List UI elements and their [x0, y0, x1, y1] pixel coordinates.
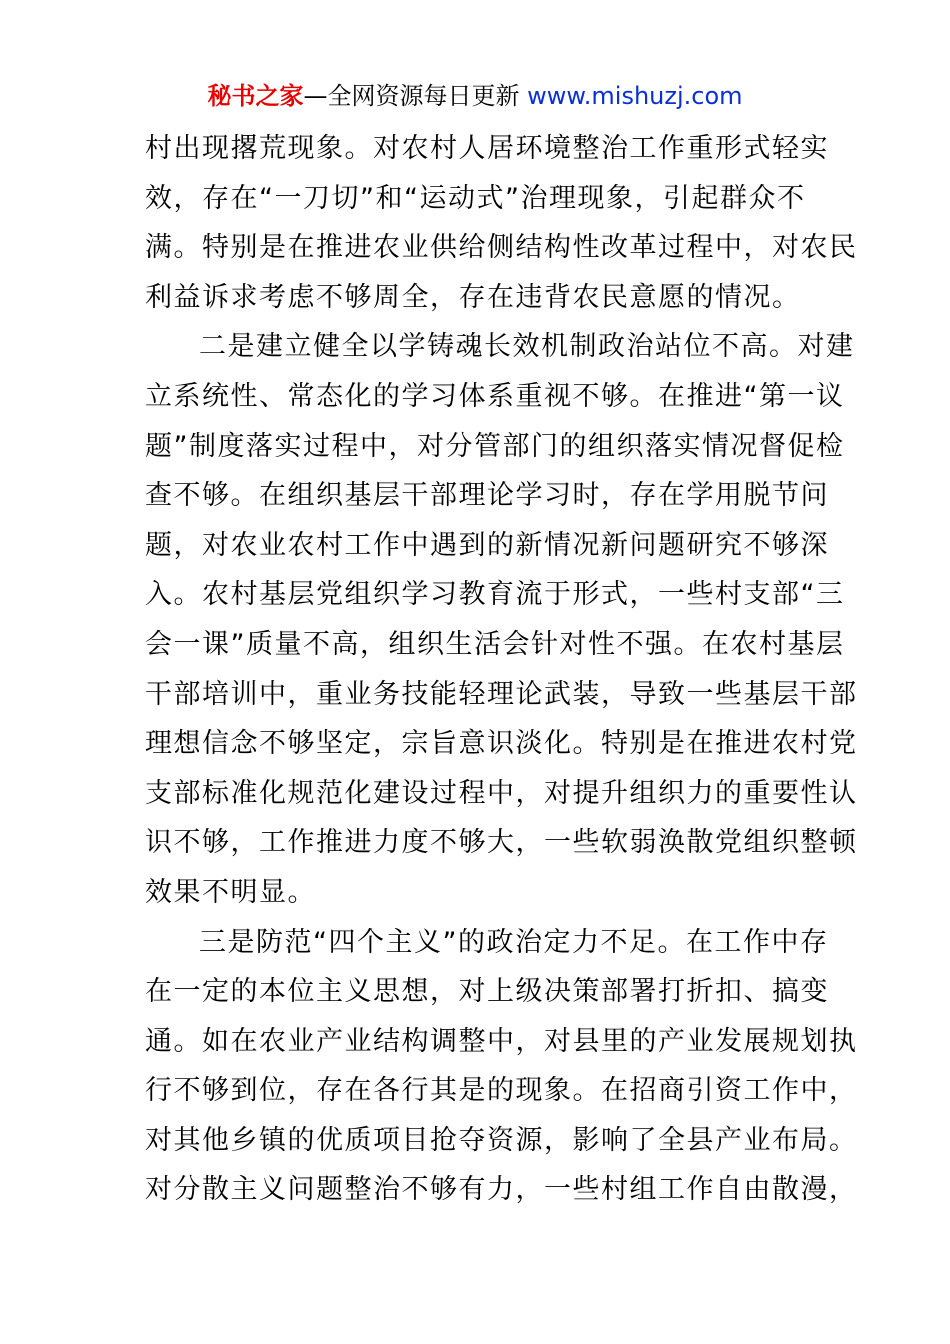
- text-line: 行不够到位，存在各行其是的现象。在招商引资工作中，: [145, 1075, 858, 1107]
- paragraph-start-line: 三是防范“四个主义”的政治定力不足。在工作中存: [199, 926, 829, 958]
- text-line: 立系统性、常态化的学习体系重视不够。在推进“第一议: [145, 380, 845, 412]
- text-line: 题”制度落实过程中，对分管部门的组织落实情况督促检: [145, 430, 845, 462]
- text-line: 对分散主义问题整治不够有力，一些村组工作自由散漫，: [145, 1174, 858, 1206]
- text-line: 会一课”质量不高，组织生活会针对性不强。在农村基层: [145, 628, 845, 660]
- brand-name: 秘书之家: [207, 82, 304, 110]
- text-line: 对其他乡镇的优质项目抢夺资源，影响了全县产业布局。: [145, 1124, 858, 1156]
- text-line: 在一定的本位主义思想，对上级决策部署打折扣、搞变: [145, 976, 829, 1008]
- site-url-link[interactable]: www.mishuzj.com: [527, 82, 743, 110]
- text-line: 满。特别是在推进农业供给侧结构性改革过程中，对农民: [145, 232, 858, 264]
- site-header: [0, 80, 950, 112]
- text-line: 支部标准化规范化建设过程中，对提升组织力的重要性认: [145, 777, 858, 809]
- header-tagline: —全网资源每日更新: [303, 82, 528, 110]
- text-line: 村出现撂荒现象。对农村人居环境整治工作重形式轻实: [145, 133, 829, 164]
- paragraph-start-line: 二是建立健全以学铸魂长效机制政治站位不高。对建: [199, 331, 855, 363]
- text-line: 利益诉求考虑不够周全，存在违背农民意愿的情况。: [145, 281, 801, 313]
- document-body: [145, 124, 858, 1215]
- text-line: 入。农村基层党组织学习教育流于形式，一些村支部“三: [145, 579, 845, 611]
- text-line: 理想信念不够坚定，宗旨意识淡化。特别是在推进农村党: [145, 728, 858, 760]
- text-line: 识不够，工作推进力度不够大，一些软弱涣散党组织整顿: [145, 827, 858, 859]
- text-line: 查不够。在组织基层干部理论学习时，存在学用脱节问: [145, 480, 829, 512]
- text-line: 效，存在“一刀切”和“运动式”治理现象，引起群众不: [145, 182, 806, 214]
- text-line: 通。如在农业产业结构调整中，对县里的产业发展规划执: [145, 1025, 858, 1057]
- text-line: 效果不明显。: [145, 876, 316, 908]
- text-line: 干部培训中，重业务技能轻理论武装，导致一些基层干部: [145, 678, 858, 710]
- text-line: 题，对农业农村工作中遇到的新情况新问题研究不够深: [145, 529, 829, 561]
